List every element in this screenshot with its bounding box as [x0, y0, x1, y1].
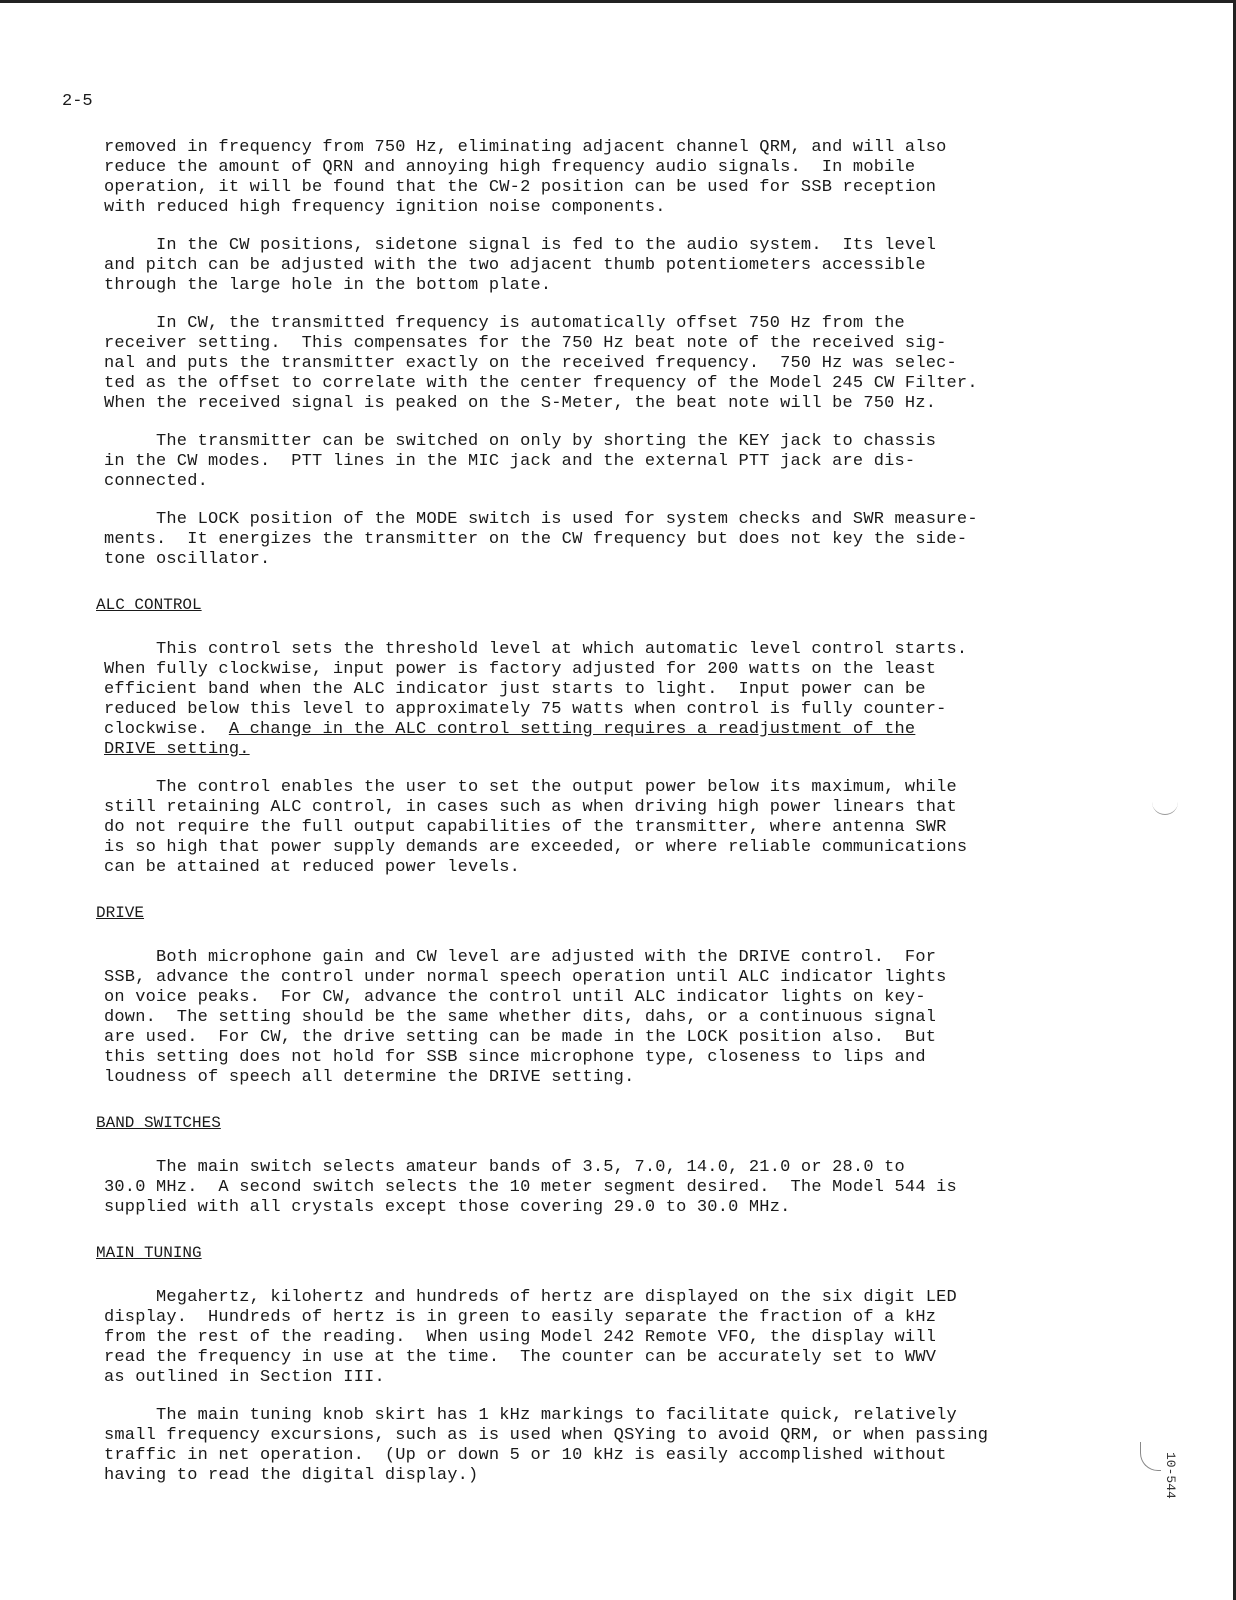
text-line: do not require the full output capabilities of the transmitter, where antenna SWR — [104, 818, 947, 837]
text-line: and pitch can be adjusted with the two adjacent thumb potentiometers accessible — [104, 256, 926, 275]
text-line: are used. For CW, the drive setting can be made in the LOCK position also. But — [104, 1028, 937, 1047]
text-line: When fully clockwise, input power is factory adjusted for 200 watts on the least — [104, 660, 937, 679]
text-line: receiver setting. This compensates for the 750 Hz beat note of the received sig- — [104, 334, 947, 353]
text-line: through the large hole in the bottom plate. — [104, 276, 552, 295]
margin-pencil-mark — [1140, 1442, 1161, 1471]
text-line: still retaining ALC control, in cases such as when driving high power linears that — [104, 798, 957, 817]
text-line: is so high that power supply demands are exceeded, or where reliable communications — [104, 838, 968, 857]
text-line: this setting does not hold for SSB since microphone type, closeness to lips and — [104, 1048, 926, 1067]
text-line: nal and puts the transmitter exactly on the received frequency. 750 Hz was selec- — [104, 354, 957, 373]
text-line: display. Hundreds of hertz is in green to easily separate the fraction of a kHz — [104, 1308, 937, 1327]
text-line: In CW, the transmitted frequency is automatically offset 750 Hz from the — [104, 314, 905, 333]
text-line — [104, 740, 1084, 760]
text-line: ments. It energizes the transmitter on the CW frequency but does not key the side- — [104, 530, 968, 549]
paragraph-sidetone — [104, 236, 1084, 296]
text-line: with reduced high frequency ignition noise components. — [104, 198, 666, 217]
text-line: removed in frequency from 750 Hz, eliminating adjacent channel QRM, and will also — [104, 138, 947, 157]
scan-edge-top — [0, 0, 1236, 3]
section-band-switches — [96, 1114, 1084, 1218]
text-line: read the frequency in use at the time. The counter can be accurately set to WWV — [104, 1348, 937, 1367]
section-alc-control — [96, 596, 1084, 878]
text-line: 30.0 MHz. A second switch selects the 10 meter segment desired. The Model 544 is — [104, 1178, 957, 1197]
text-line: reduced below this level to approximately 75 watts when control is fully counter- — [104, 700, 947, 719]
section-heading-alc: ALC CONTROL — [96, 596, 202, 614]
text-line: SSB, advance the control under normal speech operation until ALC indicator lights — [104, 968, 947, 987]
text-line: can be attained at reduced power levels. — [104, 858, 521, 877]
paragraph-filter-qrm — [104, 138, 1084, 218]
text-line: as outlined in Section III. — [104, 1368, 385, 1387]
margin-pencil-mark — [1152, 800, 1178, 815]
section-heading-drive: DRIVE — [96, 904, 145, 922]
text-line: The main tuning knob skirt has 1 kHz markings to facilitate quick, relatively — [104, 1406, 957, 1425]
text-line: This control sets the threshold level at which automatic level control starts. — [104, 640, 968, 659]
text-line: efficient band when the ALC indicator just starts to light. Input power can be — [104, 680, 926, 699]
text-line: tone oscillator. — [104, 550, 271, 569]
text-line: When the received signal is peaked on the S-Meter, the beat note will be 750 Hz. — [104, 394, 937, 413]
text-line: connected. — [104, 472, 209, 491]
paragraph-key-jack — [104, 432, 1084, 492]
text-line: Both microphone gain and CW level are adjusted with the DRIVE control. For — [104, 948, 937, 967]
section-drive — [96, 904, 1084, 1088]
text-line: operation, it will be found that the CW-2 position can be used for SSB reception — [104, 178, 937, 197]
text-span: clockwise. — [104, 720, 229, 739]
text-line: loudness of speech all determine the DRIVE setting. — [104, 1068, 635, 1087]
text-line: small frequency excursions, such as is used when QSYing to avoid QRM, or when passing — [104, 1426, 989, 1445]
text-line: The control enables the user to set the output power below its maximum, while — [104, 778, 957, 797]
text-line: traffic in net operation. (Up or down 5 or 10 kHz is easily accomplished without — [104, 1446, 947, 1465]
text-line: having to read the digital display.) — [104, 1466, 479, 1485]
text-line: on voice peaks. For CW, advance the control until ALC indicator lights on key- — [104, 988, 926, 1007]
text-line: The main switch selects amateur bands of 3.5, 7.0, 14.0, 21.0 or 28.0 to — [104, 1158, 905, 1177]
margin-document-code: 10-544 — [1163, 1452, 1178, 1499]
underlined-note: DRIVE setting. — [104, 740, 250, 759]
text-line — [104, 720, 1084, 740]
text-line: from the rest of the reading. When using Model 242 Remote VFO, the display will — [104, 1328, 937, 1347]
text-line: supplied with all crystals except those covering 29.0 to 30.0 MHz. — [104, 1198, 791, 1217]
underlined-note: A change in the ALC control setting requires a readjustment of the — [228, 720, 916, 739]
text-line: in the CW modes. PTT lines in the MIC jack and the external PTT jack are dis- — [104, 452, 916, 471]
text-line: Megahertz, kilohertz and hundreds of hertz are displayed on the six digit LED — [104, 1288, 957, 1307]
paragraph-lock-position — [104, 510, 1084, 570]
section-main-tuning — [96, 1244, 1084, 1486]
text-line: down. The setting should be the same whether dits, dahs, or a continuous signal — [104, 1008, 937, 1027]
text-line: The transmitter can be switched on only by shorting the KEY jack to chassis — [104, 432, 937, 451]
text-line: reduce the amount of QRN and annoying high frequency audio signals. In mobile — [104, 158, 916, 177]
page-number: 2-5 — [62, 92, 93, 111]
section-heading-main-tuning: MAIN TUNING — [96, 1244, 202, 1262]
document-body — [96, 138, 1084, 1486]
text-line: The LOCK position of the MODE switch is used for system checks and SWR measure- — [104, 510, 978, 529]
paragraph-cw-offset — [104, 314, 1084, 414]
text-line: ted as the offset to correlate with the center frequency of the Model 245 CW Filter. — [104, 374, 978, 393]
text-line: In the CW positions, sidetone signal is fed to the audio system. Its level — [104, 236, 937, 255]
section-heading-band-switches: BAND SWITCHES — [96, 1114, 221, 1132]
